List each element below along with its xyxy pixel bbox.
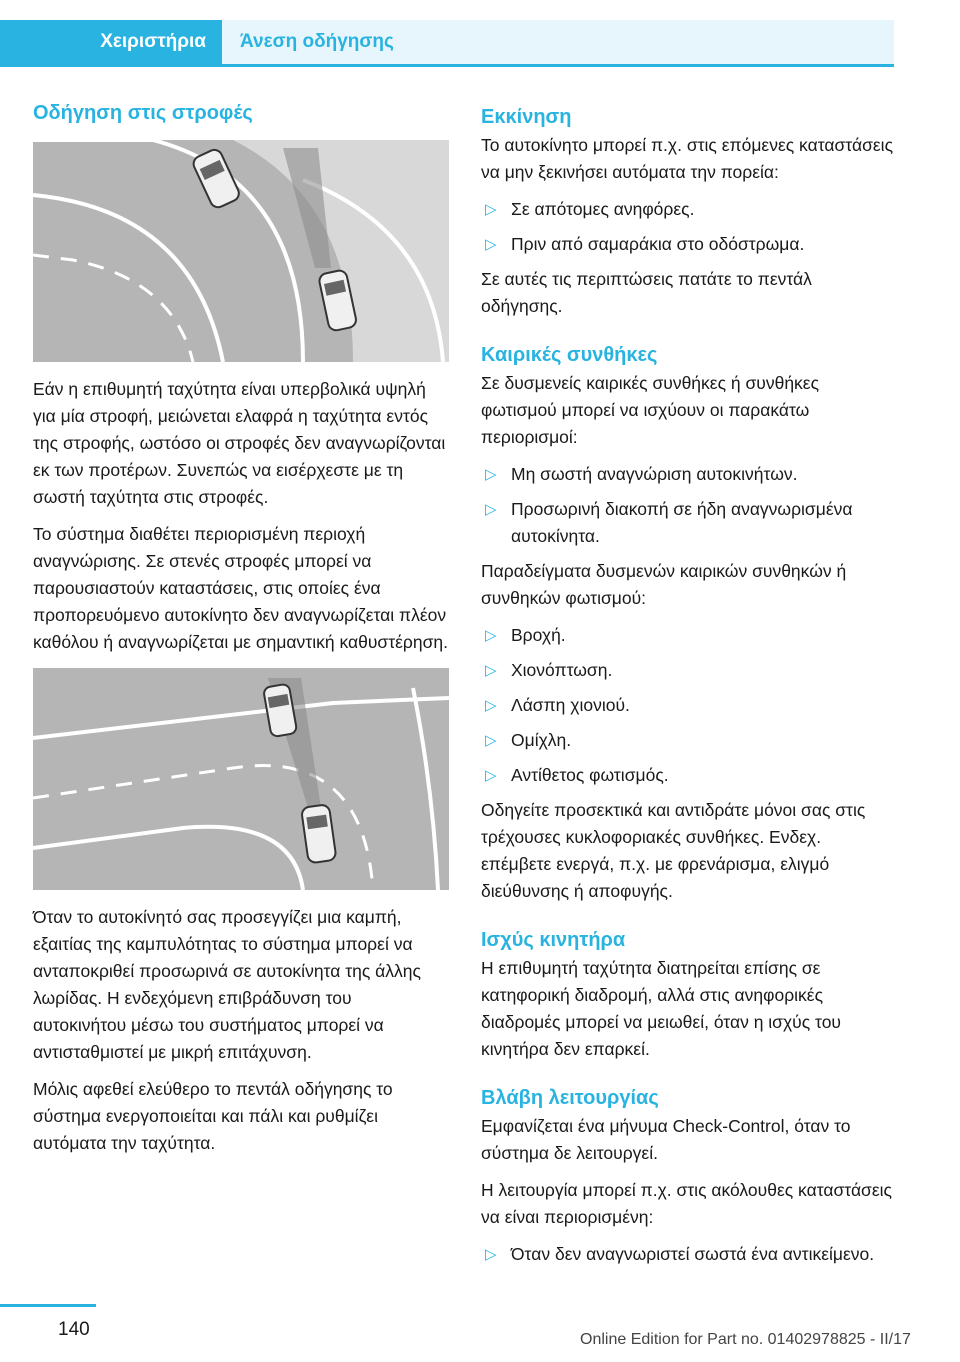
paragraph: Το αυτοκίνητο μπορεί π.χ. στις επόμενες καταστάσεις να μην ξεκινήσει αυτόματα την πορεία:	[481, 135, 894, 182]
paragraph: Η επιθυμητή ταχύτητα διατηρείται επίσης σε κατηφορική διαδρομή, αλλά στις ανηφορικές διαδρομές μπορεί να μειωθεί, όταν η ισχύς του κινητήρα δεν επαρκεί.	[481, 958, 841, 1059]
list-item: ▷ Μη σωστή αναγνώριση αυτοκινήτων.	[481, 461, 893, 488]
tab-driving-comfort[interactable]: Άνεση οδήγησης	[222, 20, 894, 64]
section-heading-malfunction: Βλάβη λειτουργίας	[481, 1087, 659, 1109]
list-item: ▷ Όταν δεν αναγνωριστεί σωστά ένα αντικείμενο.	[481, 1241, 893, 1268]
section-heading-curves: Οδήγηση στις στροφές	[33, 102, 253, 124]
bullet-icon: ▷	[485, 767, 497, 784]
bullet-icon: ▷	[485, 466, 497, 483]
list	[481, 622, 893, 789]
list-item: ▷ Χιονόπτωση.	[481, 657, 893, 684]
list	[481, 196, 893, 258]
left-column	[33, 98, 449, 1167]
bullet-icon: ▷	[485, 732, 497, 749]
curve-illustration-2	[33, 668, 449, 890]
list	[481, 461, 893, 550]
section-heading-start: Εκκίνηση	[481, 106, 572, 128]
bullet-icon: ▷	[485, 1246, 497, 1263]
paragraph: Η λειτουργία μπορεί π.χ. στις ακόλουθες καταστάσεις να είναι περιορισμένη:	[481, 1180, 892, 1227]
list-item: ▷ Λάσπη χιονιού.	[481, 692, 893, 719]
footer-divider	[0, 1304, 96, 1307]
curve-illustration-1	[33, 140, 449, 362]
page-header	[0, 0, 960, 66]
list-item: ▷ Πριν από σαμαράκια στο οδόστρωμα.	[481, 231, 893, 258]
right-column	[481, 98, 893, 1276]
bullet-icon: ▷	[485, 697, 497, 714]
list	[481, 1241, 893, 1268]
paragraph: Παραδείγματα δυσμενών καιρικών συνθηκών ή συνθηκών φωτισμού:	[481, 561, 847, 608]
list-item: ▷ Βροχή.	[481, 622, 893, 649]
edition-footer: Online Edition for Part no. 01402978825 - II/17	[580, 1331, 911, 1348]
bullet-icon: ▷	[485, 201, 497, 218]
bullet-icon: ▷	[485, 627, 497, 644]
list-item: ▷ Σε απότομες ανηφόρες.	[481, 196, 893, 223]
bullet-icon: ▷	[485, 501, 497, 518]
list-item: ▷ Προσωρινή διακοπή σε ήδη αναγνωρισμένα αυτοκίνητα.	[481, 496, 893, 550]
page-number: 140	[58, 1319, 90, 1340]
paragraph: Εμφανίζεται ένα μήνυμα Check-Control, όταν το σύστημα δε λειτουργεί.	[481, 1116, 851, 1163]
bullet-icon: ▷	[485, 662, 497, 679]
paragraph: Όταν το αυτοκίνητό σας προσεγγίζει μια καμπή, εξαιτίας της καμπυλότητας το σύστημα μπορεί να ανταποκριθεί προσωρινά σε αυτοκίνητα της άλλης λωρίδας. Η ενδεχόμενη επιβράδυνση του αυτοκινήτου μέσω του συστήματος μπορεί να αντισταθμιστεί με μικρή επιτάχυνση.	[33, 907, 421, 1062]
tab-controls[interactable]: Χειριστήρια	[0, 20, 222, 64]
list-item: ▷ Ομίχλη.	[481, 727, 893, 754]
paragraph: Το σύστημα διαθέτει περιορισμένη περιοχή αναγνώρισης. Σε στενές στροφές μπορεί να παρουσιαστούν καταστάσεις, στις οποίες ένα προπορευόμενο αυτοκίνητο δεν αναγνωρίζεται πλέον καθόλου ή αναγνωρίζεται με σημαντική καθυστέρηση.	[33, 524, 449, 652]
section-heading-engine-power: Ισχύς κινητήρα	[481, 929, 626, 951]
section-heading-weather: Καιρικές συνθήκες	[481, 344, 658, 366]
bullet-icon: ▷	[485, 236, 497, 253]
paragraph: Οδηγείτε προσεκτικά και αντιδράτε μόνοι σας στις τρέχουσες κυκλοφοριακές συνθήκες. Ενδεχ. επέμβετε ενεργά, π.χ. με φρενάρισμα, ελιγμό διεύθυνσης ή αποφυγής.	[481, 800, 866, 901]
paragraph: Σε αυτές τις περιπτώσεις πατάτε το πεντάλ οδήγησης.	[481, 269, 812, 316]
paragraph: Μόλις αφεθεί ελεύθερο το πεντάλ οδήγησης το σύστημα ενεργοποιείται και πάλι και ρυθμίζει αυτόματα την ταχύτητα.	[33, 1079, 393, 1153]
header-divider	[0, 64, 894, 67]
paragraph: Σε δυσμενείς καιρικές συνθήκες ή συνθήκες φωτισμού μπορεί να ισχύουν οι παρακάτω περιορισμοί:	[481, 373, 820, 447]
paragraph: Εάν η επιθυμητή ταχύτητα είναι υπερβολικά υψηλή για μία στροφή, μειώνεται ελαφρά η ταχύτητα εντός της στροφής, ωστόσο οι στροφές δεν αναγνωρίζονται εκ των προτέρων. Συνεπώς να εισέρχεστε με τη σωστή ταχύτητα στις στροφές.	[33, 379, 446, 507]
list-item: ▷ Αντίθετος φωτισμός.	[481, 762, 893, 789]
